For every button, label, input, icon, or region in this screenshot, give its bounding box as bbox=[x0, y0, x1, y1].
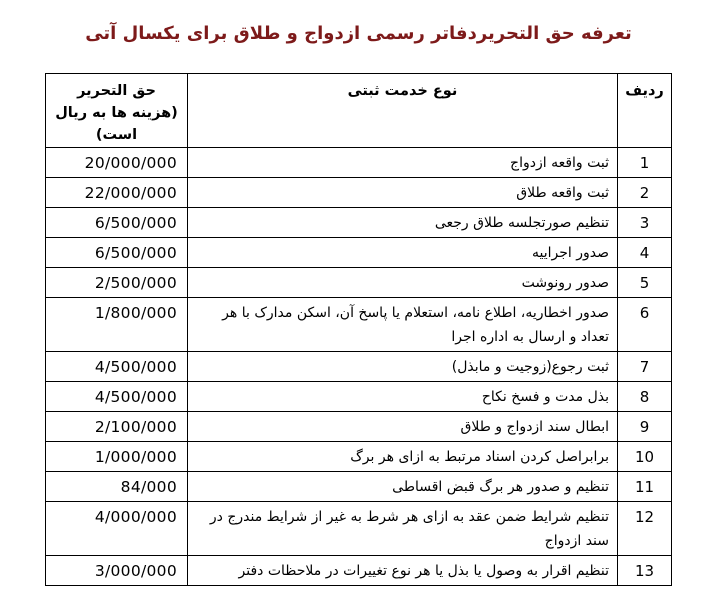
service-cell: ثبت واقعه طلاق bbox=[188, 178, 618, 208]
fee-cell: 6/500/000 bbox=[46, 238, 188, 268]
service-cell: تنظیم شرایط ضمن عقد به ازای هر شرط به غیر از شرایط مندرج در سند ازدواج bbox=[188, 502, 618, 556]
service-cell: تنظیم و صدور هر برگ قبض اقساطی bbox=[188, 472, 618, 502]
row-number-cell: 6 bbox=[618, 298, 672, 352]
fee-cell: 1/000/000 bbox=[46, 442, 188, 472]
fee-cell: 84/000 bbox=[46, 472, 188, 502]
fee-cell: 2/100/000 bbox=[46, 412, 188, 442]
fee-cell: 6/500/000 bbox=[46, 208, 188, 238]
page-title: تعرفه حق التحریردفاتر رسمی ازدواج و طلاق برای یکسال آتی bbox=[85, 23, 632, 44]
row-number-cell: 4 bbox=[618, 238, 672, 268]
fee-cell: 4/000/000 bbox=[46, 502, 188, 556]
row-number-cell: 9 bbox=[618, 412, 672, 442]
row-number-cell: 1 bbox=[618, 148, 672, 178]
service-cell: تنظیم صورتجلسه طلاق رجعی bbox=[188, 208, 618, 238]
header-service-type: نوع خدمت ثبتی bbox=[188, 74, 618, 148]
row-number-cell: 2 bbox=[618, 178, 672, 208]
fee-cell: 4/500/000 bbox=[46, 382, 188, 412]
fee-cell: 3/000/000 bbox=[46, 556, 188, 586]
table-row bbox=[46, 442, 672, 472]
header-fee-unit-note: (هزینه ها به ریال است) bbox=[55, 105, 178, 143]
service-cell: صدور رونوشت bbox=[188, 268, 618, 298]
table-row bbox=[46, 298, 672, 352]
service-cell: صدور اخطاریه، اطلاع نامه، استعلام یا پاسخ آن، اسکن مدارک با هر تعداد و ارسال به اداره اجرا bbox=[188, 298, 618, 352]
row-number-cell: 12 bbox=[618, 502, 672, 556]
table-row bbox=[46, 178, 672, 208]
tariff-table bbox=[45, 73, 672, 586]
table-row bbox=[46, 556, 672, 586]
service-cell: صدور اجراییه bbox=[188, 238, 618, 268]
service-cell: برابراصل کردن اسناد مرتبط به ازای هر برگ bbox=[188, 442, 618, 472]
service-cell: بذل مدت و فسخ نکاح bbox=[188, 382, 618, 412]
service-cell: ثبت رجوع(زوجیت و مابذل) bbox=[188, 352, 618, 382]
fee-cell: 4/500/000 bbox=[46, 352, 188, 382]
table-row bbox=[46, 502, 672, 556]
header-fee-title: حق التحریر bbox=[77, 83, 156, 99]
service-cell: ابطال سند ازدواج و طلاق bbox=[188, 412, 618, 442]
row-number-cell: 13 bbox=[618, 556, 672, 586]
table-header bbox=[46, 74, 672, 148]
row-number-cell: 11 bbox=[618, 472, 672, 502]
table-row bbox=[46, 208, 672, 238]
row-number-cell: 5 bbox=[618, 268, 672, 298]
table-body bbox=[46, 148, 672, 586]
fee-cell: 1/800/000 bbox=[46, 298, 188, 352]
fee-cell: 20/000/000 bbox=[46, 148, 188, 178]
header-fee bbox=[46, 74, 188, 148]
table-row bbox=[46, 148, 672, 178]
header-row bbox=[46, 74, 672, 148]
service-cell: ثبت واقعه ازدواج bbox=[188, 148, 618, 178]
table-row bbox=[46, 268, 672, 298]
row-number-cell: 3 bbox=[618, 208, 672, 238]
table-row bbox=[46, 412, 672, 442]
table-row bbox=[46, 238, 672, 268]
row-number-cell: 8 bbox=[618, 382, 672, 412]
fee-cell: 22/000/000 bbox=[46, 178, 188, 208]
table-row bbox=[46, 472, 672, 502]
row-number-cell: 7 bbox=[618, 352, 672, 382]
fee-cell: 2/500/000 bbox=[46, 268, 188, 298]
row-number-cell: 10 bbox=[618, 442, 672, 472]
table-row bbox=[46, 382, 672, 412]
service-cell: تنظیم اقرار به وصول یا بذل یا هر نوع تغییرات در ملاحظات دفتر bbox=[188, 556, 618, 586]
header-row-number: ردیف bbox=[618, 74, 672, 148]
table-row bbox=[46, 352, 672, 382]
